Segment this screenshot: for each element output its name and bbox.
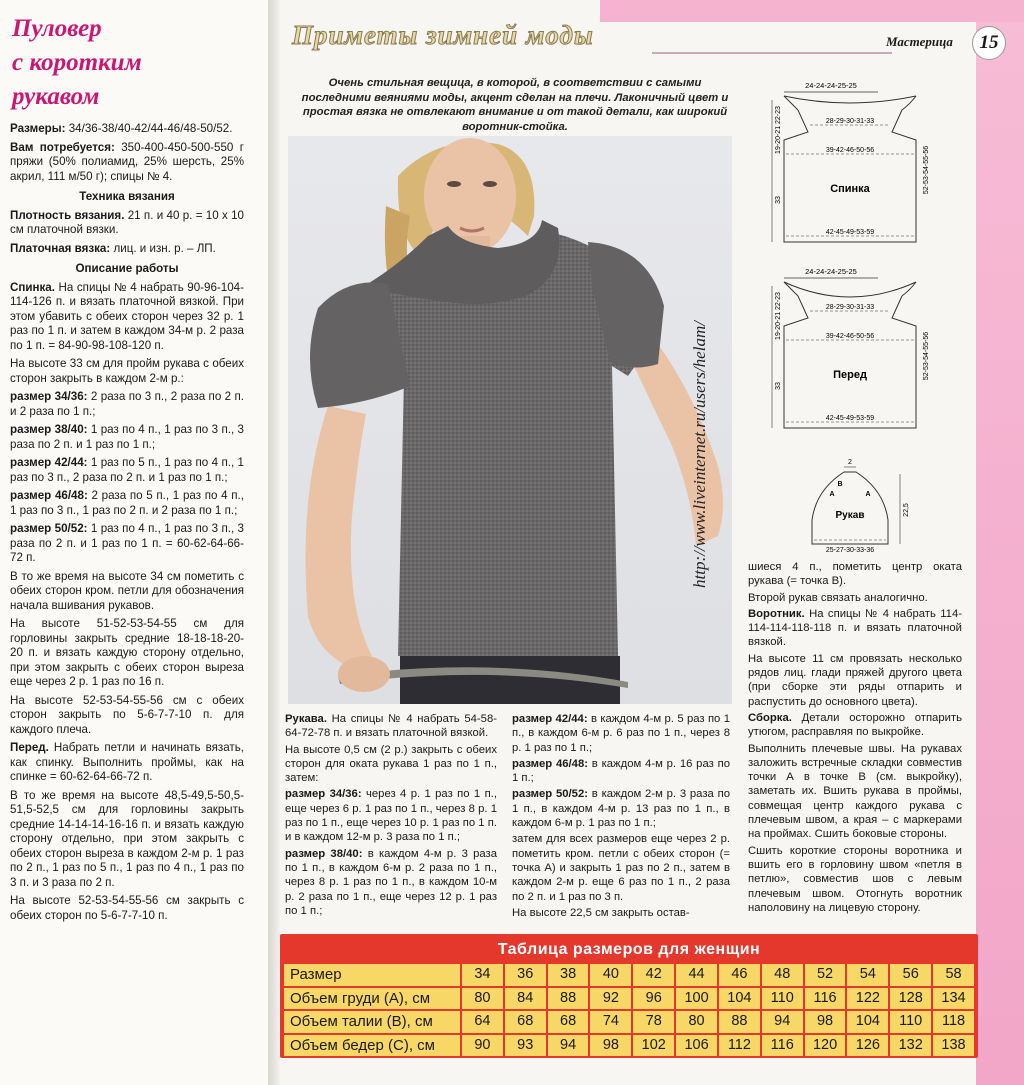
paragraph-text: На высоте 22,5 см закрыть остав- <box>512 906 690 919</box>
table-cell: 34 <box>462 964 503 986</box>
table-cell: 134 <box>933 988 974 1010</box>
paragraph-text: 2 раза по 5 п., 1 раз по 4 п., 1 раз по 3 п., 1 раз по 2 п. и 2 раза по 1 п.; <box>10 489 244 517</box>
paragraph-label: Перед. <box>10 741 49 754</box>
paragraph-label: Плотность вязания. <box>10 208 125 222</box>
paragraph <box>10 894 244 923</box>
magazine-brand: Мастерица <box>886 34 953 49</box>
paragraph-text: 34/36-38/40-42/44-46/48-50/52. <box>65 122 233 135</box>
paragraph <box>10 141 244 185</box>
table-cell: 116 <box>762 1035 803 1057</box>
table-cell: 138 <box>933 1035 974 1057</box>
front-left-dim: 33 <box>775 382 782 390</box>
table-cell: 106 <box>676 1035 717 1057</box>
text-column-2 <box>512 712 730 922</box>
intro-text: Очень стильная вещица, в которой, в соответствии с самыми последними веяниями моды, акцент сделан на плечи. Лаконичный цвет и простая вязка не отвлекают внимание и от такой детали, как широкий воротник-стойка. <box>301 77 729 133</box>
table-cell: 40 <box>590 964 631 986</box>
page-number: 15 <box>972 26 1006 60</box>
table-cell: 36 <box>505 964 546 986</box>
pink-edge-strip <box>976 0 1024 1085</box>
left-column-text <box>10 122 244 927</box>
paragraph <box>512 787 730 830</box>
table-cell: 42 <box>633 964 674 986</box>
model-illustration <box>288 136 732 704</box>
back-armhole-dim: 39-42-46-50-56 <box>825 147 875 154</box>
paragraph-text: 1 раз по 4 п., 1 раз по 3 п., 3 раза по 2 п. и 1 раз по 1 п. = 60-62-64-66-72 п. <box>10 522 244 564</box>
table-cell: 88 <box>548 988 589 1010</box>
sleeve-point-b: B <box>837 481 843 488</box>
back-label: Спинка <box>830 183 870 195</box>
table-cell: 78 <box>633 1011 674 1033</box>
paragraph-label: размер 42/44: <box>512 713 588 725</box>
header-rule <box>652 52 892 54</box>
paragraph <box>748 742 962 842</box>
paragraph <box>285 787 497 844</box>
paragraph <box>10 489 244 518</box>
title-line-2: с коротким <box>12 49 142 76</box>
paragraph <box>10 209 244 238</box>
paragraph <box>748 844 962 915</box>
paragraph <box>10 122 244 137</box>
section-heading: Описание работы <box>75 262 179 275</box>
table-cell: 116 <box>805 988 846 1010</box>
table-cell: 110 <box>890 1011 931 1033</box>
front-right-dim: 52-53-54-55-56 <box>923 331 930 381</box>
back-left-dim: 33 <box>775 196 782 204</box>
paragraph-label: Сборка. <box>748 711 792 724</box>
paragraph-text: в каждом 2-м р. 3 раза по 1 п., в каждом 4-м р. 13 раз по 1 п., в каждом 6-м р. 1 раз по 1 п.; <box>512 788 730 830</box>
paragraph <box>748 560 962 589</box>
paragraph-text: На высоте 52-53-54-55-56 см закрыть с обеих сторон по 5-6-7-7-10 п. <box>10 894 244 922</box>
paragraph-text: В то же время на высоте 48,5-49,5-50,5-51,5-52,5 см для горловины закрыть средние 14-14-14-16-16 п. и вязать каждую сторону отдельно, при этом закрыть с обеих сторон выреза в каждом 2-м р. 1 раз по 2 п., 1 раз по 5 п., 1 раз по 4 п., 1 раз по 3 п. и 3 раза по 2 п. <box>10 788 244 889</box>
paragraph <box>10 522 244 566</box>
paragraph-label: размер 46/48: <box>512 757 589 770</box>
paragraph-label: размер 50/52: <box>10 522 88 535</box>
text-column-3 <box>748 560 962 917</box>
paragraph <box>748 591 962 605</box>
paragraph-text: На высоте 51-52-53-54-55 см для горловины закрыть средние 18-18-18-20-20 п. и вязать каждую сторону отдельно, при этом закрыть с обеих сторон выреза еще через 2 р. 1 раз по 16 п. <box>10 617 244 688</box>
front-neck-dim: 28-29-30-31-33 <box>825 304 875 311</box>
paragraph-text: В то же время на высоте 34 см пометить с обеих сторон кром. петли для обозначения начала вшивания рукавов. <box>10 569 244 612</box>
table-cell: 128 <box>890 988 931 1010</box>
table-cell: 48 <box>762 964 803 986</box>
table-cell: 94 <box>548 1035 589 1057</box>
page-header <box>290 18 1020 58</box>
table-cell: 98 <box>805 1011 846 1033</box>
row-label: Объем талии (В), см <box>284 1011 460 1033</box>
paragraph <box>10 741 244 785</box>
sleeve-point-a: A <box>829 491 835 498</box>
table-cell: 104 <box>719 988 760 1010</box>
title-line-3: рукавом <box>12 83 100 110</box>
table-cell: 52 <box>805 964 846 986</box>
table-cell: 112 <box>719 1035 760 1057</box>
paragraph-text: через 4 р. 1 раз по 1 п., еще через 6 р. 1 раз по 1 п., через 8 р. 1 раз по 1 п., еще через 10 р. 1 раз по 1 п. и в каждом 12-м р. 3 раза по 1 п.; <box>285 788 497 844</box>
paragraph <box>10 281 244 354</box>
paragraph-text: На высоте 33 см для пройм рукава с обеих сторон закрыть в каждом 2-м р.: <box>10 357 244 385</box>
sleeve-label: Рукав <box>835 510 865 521</box>
paragraph <box>285 712 497 741</box>
table-cell: 68 <box>505 1011 546 1033</box>
paragraph <box>10 242 244 257</box>
table-cell: 90 <box>462 1035 503 1057</box>
sleeve-right-dim: 22,5 <box>903 503 910 517</box>
table-cell: 80 <box>462 988 503 1010</box>
table-cell: 64 <box>462 1011 503 1033</box>
back-top-dim: 24-24-24-25-25 <box>805 81 857 90</box>
paragraph <box>512 757 730 786</box>
table-cell: 132 <box>890 1035 931 1057</box>
paragraph-text: На спицы № 4 набрать 114-114-114-118-118 п. и вязать платочной вязкой. <box>748 607 962 649</box>
paragraph-text: Набрать петли и начинать вязать, как спинку. Выполнить проймы, как на спинке = 60-62-64-66-72 п. <box>10 741 244 783</box>
text-column-1 <box>285 712 497 920</box>
paragraph-text: Второй рукав связать аналогично. <box>748 591 928 604</box>
front-left-top-dim: 19-20-21 22-23 <box>775 292 782 340</box>
back-neck-dim: 28-29-30-31-33 <box>825 118 875 125</box>
back-right-dim: 52-53-54-55-56 <box>923 145 930 195</box>
sleeve-bottom-dim: 25-27-30-33-36 <box>825 547 875 554</box>
row-label: Объем груди (А), см <box>284 988 460 1010</box>
paragraph-label: Воротник. <box>748 607 805 620</box>
paragraph <box>512 712 730 755</box>
table-cell: 118 <box>933 1011 974 1033</box>
paragraph-label: размер 38/40: <box>285 847 363 860</box>
page-spine <box>268 0 280 1085</box>
table-cell: 96 <box>633 988 674 1010</box>
table-row <box>284 1035 974 1057</box>
paragraph-text: шиеся 4 п., пометить центр оката рукава (= точка В). <box>748 561 962 588</box>
front-schematic <box>772 267 930 428</box>
paragraph-label: размер 46/48: <box>10 489 88 502</box>
article-title <box>12 12 262 114</box>
section-heading: Техника вязания <box>79 190 175 203</box>
table-cell: 68 <box>548 1011 589 1033</box>
table-cell: 93 <box>505 1035 546 1057</box>
size-table-title: Таблица размеров для женщин <box>497 941 761 958</box>
size-table <box>280 934 978 1058</box>
pattern-schematics <box>740 70 970 570</box>
paragraph-label: размер 34/36: <box>10 390 88 403</box>
paragraph-text: Сшить короткие стороны воротника и вшить его в горловину швом «петля в петлю», совместив шов с левым плечевым швом. Отогнуть воротник наполовину на лицевую сторону. <box>748 844 962 914</box>
paragraph-text: в каждом 4-м р. 5 раз по 1 п., в каждом 6-м р. 6 раз по 1 п., через 8 р. 1 раз по 1 п.; <box>512 713 730 754</box>
paragraph <box>10 617 244 690</box>
table-cell: 44 <box>676 964 717 986</box>
paragraph-text: На спицы № 4 набрать 90-96-104-114-126 п. и вязать платочной вязкой. При этом убавить с обеих сторон через 32 р. 1 раз по 1 п. и затем в каждом 34-м р. 2 раза по 1 п. = 84-90-98-108-120 п. <box>10 280 244 352</box>
sleeve-top-dim: 2 <box>848 459 852 466</box>
table-cell: 46 <box>719 964 760 986</box>
watermark-url: http://www.liveinternet.ru/users/helam/ <box>690 321 709 589</box>
table-cell: 88 <box>719 1011 760 1033</box>
paragraph <box>285 847 497 918</box>
paragraph-text: лиц. и изн. р. – ЛП. <box>110 241 216 255</box>
paragraph-text: На высоте 11 см провязать несколько рядов лиц. глади пряжей другого цвета (при сборке эти ряды отпарить и распустить до основного цвета). <box>748 652 962 708</box>
paragraph-label: размер 34/36: <box>285 788 362 801</box>
table-cell: 126 <box>847 1035 888 1057</box>
row-label: Объем бедер (С), см <box>284 1035 460 1057</box>
section-title: Приметы зимней моды <box>292 20 594 50</box>
paragraph-label: Платочная вязка: <box>10 241 111 255</box>
title-line-1: Пуловер <box>12 15 102 42</box>
model-photo <box>288 136 732 704</box>
paragraph-label: Спинка. <box>10 280 55 294</box>
paragraph <box>285 743 497 786</box>
back-schematic <box>772 81 930 242</box>
table-cell: 80 <box>676 1011 717 1033</box>
paragraph-text: Выполнить плечевые швы. На рукавах заложить встречные складки совместив точки А в точке В (см. выкройку), заметать их. Вшить рукава в проймы, совмещая центр каждого рукава с плечевым швом, а края – с маркерами на проймах. Сшить боковые стороны. <box>748 742 962 841</box>
back-bottom-dim: 42-45-49-53-59 <box>825 229 875 236</box>
paragraph-text: 21 п. и 40 р. = 10 х 10 см платочной вязки. <box>10 208 244 236</box>
size-table-rows <box>284 964 974 1056</box>
table-cell: 56 <box>890 964 931 986</box>
table-cell: 104 <box>847 1011 888 1033</box>
table-cell: 94 <box>762 1011 803 1033</box>
paragraph-label: Вам потребуется: <box>10 140 115 154</box>
paragraph <box>10 694 244 738</box>
table-row <box>284 964 974 986</box>
table-cell: 120 <box>805 1035 846 1057</box>
table-cell: 92 <box>590 988 631 1010</box>
paragraph <box>10 390 244 419</box>
paragraph <box>10 570 244 614</box>
paragraph-text: На высоте 0,5 см (2 р.) закрыть с обеих сторон для оката рукава 1 раз по 1 п., затем: <box>285 743 497 785</box>
paragraph-label: размер 42/44: <box>10 456 88 469</box>
table-cell: 54 <box>847 964 888 986</box>
table-cell: 84 <box>505 988 546 1010</box>
paragraph-text: в каждом 4-м р. 3 раза по 1 п., в каждом 6-м р. 2 раза по 1 п., через 8 р. 1 раз по 1 п., в каждом 10-м р. 2 раза по 1 п., еще через 12 р. 1 раз по 1 п.; <box>285 847 497 917</box>
paragraph-label: размер 50/52: <box>512 788 589 801</box>
paragraph <box>748 652 962 709</box>
front-label: Перед <box>833 369 867 381</box>
paragraph-text: 350-400-450-500-550 г пряжи (50% полиамид, 25% шерсть, 25% акрил, 111 м/50 г); спицы № 4. <box>10 140 244 183</box>
paragraph <box>512 906 730 920</box>
table-cell: 38 <box>548 964 589 986</box>
paragraph-text: затем для всех размеров еще через 2 р. пометить кром. петли с обеих сторон (= точка А) и закрыть 1 раз по 2 п., затем в каждом 2-м р. еще 6 раз по 1 п., 2 раза по 2 п. и 1 раз по 3 п. <box>512 833 730 903</box>
paragraph-text: 1 раз по 4 п., 1 раз по 3 п., 3 раза по 2 п. и 1 раз по 1 п.; <box>10 423 244 451</box>
table-cell: 122 <box>847 988 888 1010</box>
paragraph <box>748 607 962 650</box>
back-left-top-dim: 19-20-21 22-23 <box>775 106 782 154</box>
paragraph-label: размер 38/40: <box>10 423 88 436</box>
sleeve-schematic <box>812 459 910 554</box>
paragraph-label: Рукава. <box>285 713 327 725</box>
paragraph-text: На спицы № 4 набрать 54-58-64-72-78 п. и вязать платочной вязкой. <box>285 713 497 740</box>
table-row <box>284 988 974 1010</box>
table-cell: 100 <box>676 988 717 1010</box>
paragraph-text: На высоте 52-53-54-55-56 см с обеих сторон закрыть по 5-6-7-7-10 п. для каждого плеча. <box>10 693 244 736</box>
table-cell: 102 <box>633 1035 674 1057</box>
paragraph <box>748 711 962 740</box>
front-armhole-dim: 39-42-46-50-56 <box>825 333 875 340</box>
table-cell: 58 <box>933 964 974 986</box>
paragraph <box>10 357 244 386</box>
paragraph <box>10 789 244 891</box>
table-cell: 110 <box>762 988 803 1010</box>
paragraph <box>10 456 244 485</box>
table-cell: 74 <box>590 1011 631 1033</box>
front-top-dim: 24-24-24-25-25 <box>805 267 857 276</box>
paragraph-text: в каждом 4-м р. 16 раз по 1 п.; <box>512 757 730 785</box>
paragraph-text: Детали осторожно отпарить утюгом, расправляя по выкройке. <box>748 711 962 739</box>
table-row <box>284 1011 974 1033</box>
table-cell: 98 <box>590 1035 631 1057</box>
sleeve-point-a-right: A <box>865 491 871 498</box>
paragraph-text: 2 раза по 3 п., 2 раза по 2 п. и 2 раза по 1 п.; <box>10 390 244 418</box>
front-bottom-dim: 42-45-49-53-59 <box>825 415 875 422</box>
paragraph-label: Размеры: <box>10 122 66 135</box>
row-label: Размер <box>284 964 460 986</box>
paragraph-text: 1 раз по 5 п., 1 раз по 4 п., 1 раз по 3 п., 2 раза по 2 п. и 1 раз по 1 п.; <box>10 456 244 484</box>
paragraph <box>10 423 244 452</box>
paragraph <box>512 832 730 903</box>
